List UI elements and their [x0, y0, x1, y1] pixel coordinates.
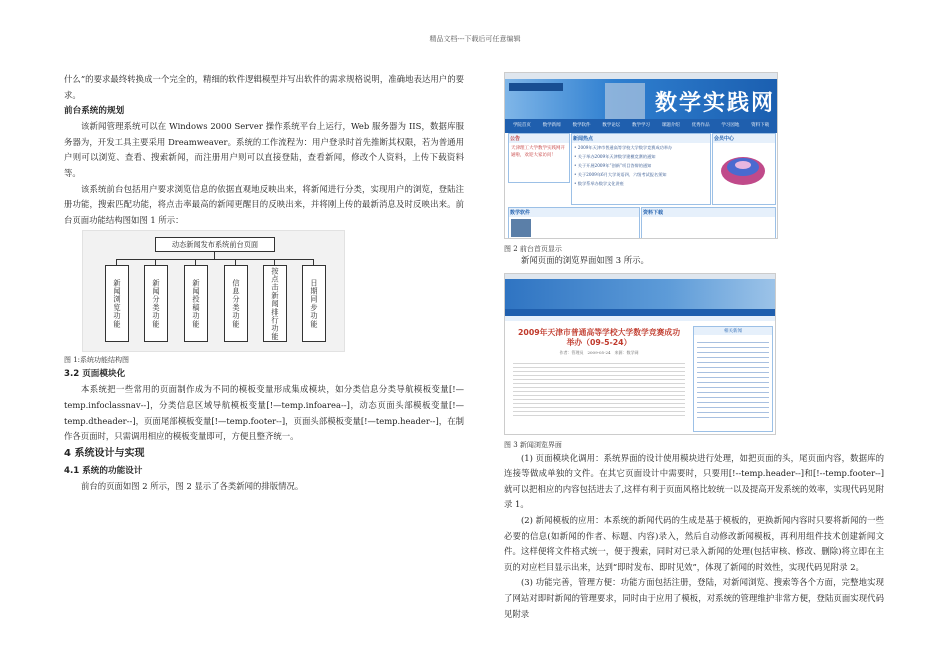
nav-item[interactable]: 数学新闻: [542, 123, 561, 128]
page-header: 精品文档---下载后可任意编辑: [429, 35, 521, 43]
section-heading-4: 4 系统设计与实现: [64, 447, 145, 459]
right-column: [504, 72, 884, 622]
member-box-title: 会员中心: [713, 134, 775, 143]
news-page-screenshot: [504, 273, 776, 435]
related-news-title: 相关新闻: [694, 327, 772, 335]
building-image: [605, 83, 645, 119]
notice-text: 天津理工大学数学实践网开通啦，欢迎大家访问！: [511, 146, 565, 158]
notice-title: 公告: [509, 134, 569, 143]
function-structure-diagram: [82, 230, 345, 352]
news-nav-bar: [505, 309, 775, 316]
section-heading-3-2: 3.2 页面模块化: [64, 369, 126, 380]
design-paragraph-2: 该系统前台包括用户要求浏览信息的依据直观地反映出来，将新闻进行分类，实现用户的浏览，登陆注册功能，搜索匹配功能，将点击率最高的新闻更醒目的反映出来，并将刚上传的最新消息及时反映出来。前台页面功能结构图如图 1 所示：: [64, 183, 464, 225]
diagram-root-node: 动态新闻发布系统前台页面: [155, 237, 275, 252]
nav-item[interactable]: 数学软件: [572, 123, 591, 128]
news-item[interactable]: • 2009年天津市普通高等学校大学数学竞赛成功举办: [574, 145, 673, 150]
site-banner: [505, 79, 777, 119]
figure-2-caption: 图 2 前台首页显示: [504, 245, 562, 253]
nav-item[interactable]: 资料下载: [751, 123, 770, 128]
nav-item[interactable]: 数学论坛: [602, 123, 621, 128]
template-call-paragraph: (1) 页面模块化调用：系统界面的设计使用模块进行处理，如把页面的头，尾页面内容，数据库的连接等做成单独的文件。在其它页面设计中需要时，只要用[!--temp.header--]和[!--temp.footer--]就可以把相应的内容包括进去了,这样有利于页面风格比较统一以及提高开发系统的效率，实现代码见附录 1。: [504, 452, 884, 510]
member-box: [712, 133, 776, 205]
news-banner: [505, 279, 775, 309]
diagram-node-date-sync: 日期同步功能: [302, 265, 326, 342]
section-heading-4-1: 4.1 系统的功能设计: [64, 465, 143, 476]
management-paragraph: (3) 功能完善，管理方便：功能方面包括注册，登陆，对新闻浏览、搜索等各个方面，完整地实现了网站对即时新闻的管理要求，同时由于应用了模板，对系统的管理维护非常方便，登陆页面实现代码见附录: [504, 577, 884, 619]
math-graphic-image: [713, 143, 773, 193]
diagram-connector: [116, 259, 313, 260]
nav-item[interactable]: 课题介绍: [661, 123, 680, 128]
article-meta: 作者：管理员 2009-05-24 来源：数学网: [559, 349, 639, 355]
modularization-paragraph: 本系统把一些常用的页面制作成为不同的模板变量形成集成模块，如分类信息分类导航模板变量[!—temp.infoclassnav--]，分类信息区域导航模板变量[!—temp.infoarea--]，动态页面头部模板变量[!—temp.dtheader--]，页面尾部模板变量[!—temp.footer--]，页面头部模板变量[!—temp.header--]，在制作各页面时，只需调用相应的模板变量即可，方便且整齐统一。: [64, 384, 464, 442]
nav-item[interactable]: 优秀作品: [691, 123, 710, 128]
download-box: [641, 207, 776, 239]
figure-3-intro: 新闻页面的浏览界面如图 3 所示。: [521, 255, 649, 265]
diagram-node-browse: 新闻浏览功能: [105, 265, 129, 342]
news-sub-nav: [505, 316, 775, 321]
site-nav: [505, 119, 777, 133]
site-logo: [509, 83, 563, 91]
figure-1-caption: 图 1:系统功能结构图: [64, 356, 130, 365]
article-body: [513, 360, 685, 416]
software-box: [508, 207, 640, 239]
diagram-node-info-class: 信息分类功能: [224, 265, 248, 342]
diagram-node-classify: 新闻分类功能: [144, 265, 168, 342]
banner-title: 数学实践网: [655, 91, 776, 116]
diagram-node-ranking: 按点击新闻排行功能: [263, 265, 287, 342]
nav-item[interactable]: 学院首页: [512, 123, 531, 128]
article-headline: 2009年天津市普通高等学校大学数学竞赛成功举办（09-5-24）: [517, 327, 681, 347]
news-box: [571, 133, 711, 205]
notice-box: [508, 133, 570, 183]
nav-item[interactable]: 学习园地: [721, 123, 740, 128]
software-box-title: 数学软件: [509, 208, 639, 217]
left-column: [64, 72, 464, 494]
intro-paragraph: 什么”的要求最终转换成一个完全的，精细的软件逻辑模型并写出软件的需求规格说明，准确地表达用户的要求。: [64, 74, 464, 100]
related-news-sidebar: [693, 326, 773, 432]
news-item[interactable]: • 关于举办2009年天津数学建模竞赛的通知: [574, 154, 656, 159]
section-heading-frontend-design: 前台系统的规划: [64, 106, 125, 117]
news-box-title: 新闻热点: [572, 134, 710, 143]
news-article: [509, 326, 689, 430]
homepage-screenshot: [504, 72, 778, 239]
news-item[interactable]: • 关于2009年6月大学英语四、六级考试报名须知: [574, 172, 667, 177]
design-paragraph-1: 该新闻管理系统可以在 Windows 2000 Server 操作系统平台上运行，Web 服务器为 IIS，数据库服务器为，开发工具主要采用 Dreamweaver。系统的工作流程为：用户登录时首先推断其权限，若为普通用户则可以浏览、查看、搜索新闻，而注册用户则可以直接登陆，查看新闻，修改个人资料，上传下载资料等。: [64, 121, 464, 178]
news-item[interactable]: • 数学系举办数学文化讲座: [574, 181, 624, 186]
software-thumbnail: [511, 219, 531, 237]
news-item[interactable]: • 关于开展2009年“创新”项目答辩的通知: [574, 163, 652, 168]
diagram-node-submit: 新闻投稿功能: [184, 265, 208, 342]
function-design-paragraph: 前台的页面如图 2 所示，图 2 显示了各类新闻的排版情况。: [81, 480, 304, 491]
news-template-paragraph: (2) 新闻模板的应用：本系统的新闻代码的生成是基于模板的，更换新闻内容时只要将新闻的一些必要的信息(如新闻的作者、标题、内容)录入，然后自动修改新闻模板，再利用组件技术创建新闻文件。这样便将文件格式统一，便于搜索，同时对已录入新闻的处理(包括审核、修改、删除)将立即在主页的对应栏目显示出来，达到“即时发布、即时见效”，体现了新闻的时效性，实现代码见附录 2。: [504, 514, 884, 572]
download-box-title: 资料下载: [642, 208, 775, 217]
figure-3-caption: 图 3 新闻浏览界面: [504, 440, 562, 449]
nav-item[interactable]: 数学学习: [632, 123, 651, 128]
related-news-list: [697, 338, 769, 418]
diagram-connector: [214, 251, 215, 259]
